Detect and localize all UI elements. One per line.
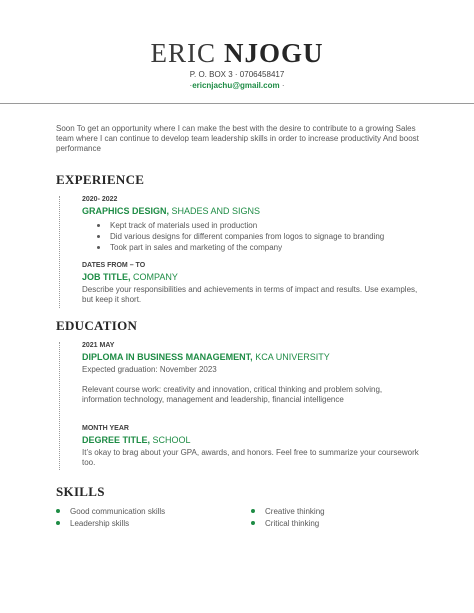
entry-date: MONTH YEAR — [82, 425, 129, 432]
experience-entry — [82, 195, 422, 253]
email-address[interactable]: ericnjachu@gmail.com — [192, 81, 280, 90]
list-item: Did various designs for different companies from logos to signage to branding — [82, 231, 422, 242]
experience-entry — [82, 261, 422, 305]
entry-role: JOB TITLE, — [82, 272, 131, 282]
entry-description: Describe your responsibilities and achievements in terms of impact and results. Use examples, but keep it short. — [82, 285, 418, 304]
entry-title — [82, 351, 422, 363]
entry-degree: DIPLOMA IN BUSINESS MANAGEMENT, — [82, 352, 253, 362]
bullet-icon — [56, 509, 60, 513]
bullet-icon — [97, 224, 100, 227]
email-line — [0, 80, 474, 91]
entry-school: SCHOOL — [150, 435, 191, 445]
experience-heading: EXPERIENCE — [56, 172, 145, 187]
email-separator-left: · — [189, 81, 193, 90]
entry-date: 2021 MAY — [82, 342, 115, 349]
bullet-icon — [251, 509, 255, 513]
skill-item: Critical thinking — [251, 518, 319, 529]
education-timeline — [59, 342, 60, 470]
entry-date: DATES FROM – TO — [82, 262, 146, 269]
header-divider — [0, 103, 474, 104]
entry-title — [82, 271, 422, 283]
entry-school: KCA UNIVERSITY — [252, 352, 330, 362]
entry-date: 2020- 2022 — [82, 196, 118, 203]
education-entry — [82, 341, 422, 405]
skill-item: Leadership skills — [56, 518, 129, 529]
skills-heading: SKILLS — [56, 484, 105, 499]
education-heading: EDUCATION — [56, 318, 138, 333]
skill-item: Good communication skills — [56, 506, 165, 517]
email-separator-right: · — [281, 81, 285, 90]
first-name: ERIC — [150, 38, 216, 68]
bullet-icon — [97, 235, 100, 238]
bullet-icon — [251, 521, 255, 525]
experience-timeline — [59, 196, 60, 308]
bullet-icon — [97, 246, 100, 249]
bullet-icon — [56, 521, 60, 525]
entry-title — [82, 434, 422, 446]
contact-info: P. O. BOX 3 · 0706458417 — [189, 70, 285, 79]
coursework-text: Relevant course work: creativity and innovation, critical thinking and problem solving, information technology, management and leadership, financial intelligence — [82, 385, 383, 404]
entry-degree: DEGREE TITLE, — [82, 435, 151, 445]
entry-role: GRAPHICS DESIGN, — [82, 206, 170, 216]
entry-org: COMPANY — [130, 272, 178, 282]
education-entry — [82, 424, 422, 468]
graduation-date: Expected graduation: November 2023 — [82, 365, 217, 374]
entry-org: SHADES AND SIGNS — [169, 206, 261, 216]
resume-name — [0, 38, 474, 68]
objective-text: Soon To get an opportunity where I can make the best with the desire to contribute to a growing Sales team where I can continue to develop team leadership skills in order to increase productivity And boost performance — [56, 124, 419, 153]
task-list — [82, 220, 422, 253]
skill-item: Creative thinking — [251, 506, 325, 517]
entry-description: It’s okay to brag about your GPA, awards, and honors. Feel free to summarize your coursework too. — [82, 448, 419, 467]
last-name: NJOGU — [224, 38, 324, 68]
entry-title — [82, 205, 422, 217]
list-item: Took part in sales and marketing of the company — [82, 242, 422, 253]
list-item: Kept track of materials used in production — [82, 220, 422, 231]
